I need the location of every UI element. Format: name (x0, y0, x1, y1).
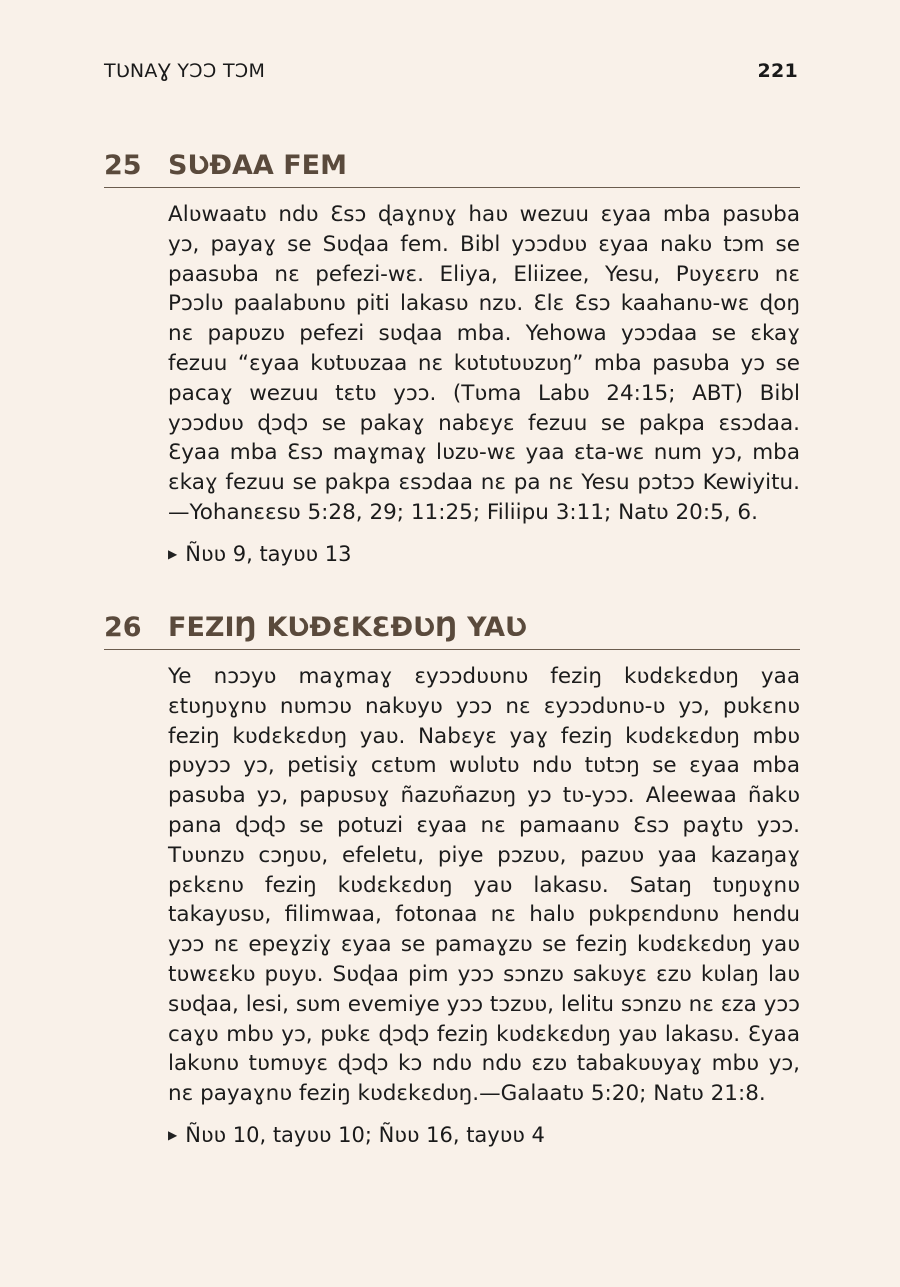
glossary-entry-26 (104, 612, 800, 1147)
entry-heading (104, 612, 800, 650)
entry-reference (168, 542, 800, 566)
entry-body: Ye nɔɔyʋ maɣmaɣ ɛyɔɔdʋʋnʋ feziŋ kʋdɛkɛdʋŋ yaa ɛtʋŋʋɣnʋ nʋmɔʋ nakʋyʋ yɔɔ nɛ ɛyɔɔdʋnʋ-ʋ yɔ, pʋkɛnʋ feziŋ kʋdɛkɛdʋŋ yaʋ. Nabɛyɛ yaɣ feziŋ kʋdɛkɛdʋŋ mbʋ pʋyɔɔ yɔ, petisiɣ cɛtʋm wʋlʋtʋ ndʋ tʋtɔŋ se ɛyaa mba pasʋba yɔ, papʋsʋɣ ñazʋñazʋŋ yɔ tʋ-yɔɔ. Aleewaa ñakʋ pana ɖɔɖɔ se potuzi ɛyaa nɛ pamaanʋ Ɛsɔ paɣtʋ yɔɔ. Tʋʋnzʋ cɔŋʋʋ, efeletu, piye pɔzʋʋ, pazʋʋ yaa kazaŋaɣ pɛkɛnʋ feziŋ kʋdɛkɛdʋŋ yaʋ lakasʋ. Sataŋ tʋŋʋɣnʋ takayʋsʋ, filimwaa, fotonaa nɛ halʋ pʋkpɛndʋnʋ hendu yɔɔ nɛ epeɣziɣ ɛyaa se pamaɣzʋ se feziŋ kʋdɛkɛdʋŋ yaʋ tʋwɛɛkʋ pʋyʋ. Sʋɖaa pim yɔɔ sɔnzʋ sakʋyɛ ɛzʋ kʋlaŋ laʋ sʋɖaa, lesi, sʋm evemiye yɔɔ tɔzʋʋ, lelitu sɔnzʋ nɛ ɛza yɔɔ caɣʋ mbʋ yɔ, pʋkɛ ɖɔɖɔ feziŋ kʋdɛkɛdʋŋ yaʋ lakasʋ. Ɛyaa lakʋnʋ tʋmʋyɛ ɖɔɖɔ kɔ ndʋ ndʋ ɛzʋ tabakʋʋyaɣ mbʋ yɔ, nɛ payaɣnʋ feziŋ kʋdɛkɛdʋŋ.—Galaatʋ 5:20; Natʋ 21:8. (168, 664, 800, 1107)
reference-text: Ñʋʋ 10, tayʋʋ 10; Ñʋʋ 16, tayʋʋ 4 (185, 1122, 545, 1147)
running-title: TƲNAƔ YƆƆ TƆM (104, 60, 266, 82)
entry-title: SƲƉAA FEM (168, 150, 347, 181)
triangle-right-icon: ▶ (168, 546, 178, 561)
entry-heading (104, 150, 800, 188)
reference-text: Ñʋʋ 9, tayʋʋ 13 (185, 541, 352, 566)
glossary-entry-25 (104, 150, 800, 566)
entry-number: 26 (104, 612, 142, 643)
entry-body: Alʋwaatʋ ndʋ Ɛsɔ ɖaɣnʋɣ haʋ wezuu ɛyaa mba pasʋba yɔ, payaɣ se Sʋɖaa fem. Bibl yɔɔdʋʋ ɛyaa nakʋ tɔm se paasʋba nɛ pefezi-wɛ. Eliya, Eliizee, Yesu, Pʋyɛɛrʋ nɛ Pɔɔlʋ paalabʋnʋ piti lakasʋ nzʋ. Ɛlɛ Ɛsɔ kaahanʋ-wɛ ɖoŋ nɛ papʋzʋ pefezi sʋɖaa mba. Yehowa yɔɔdaa se ɛkaɣ fezuu “ɛyaa kʋtʋʋzaa nɛ kʋtʋtʋʋzʋŋ” mba pasʋba yɔ se pacaɣ wezuu tɛtʋ yɔɔ. (Tʋma Labʋ 24:15; ABT) Bibl yɔɔdʋʋ ɖɔɖɔ se pakaɣ nabɛyɛ fezuu se pakpa ɛsɔdaa. Ɛyaa mba Ɛsɔ maɣmaɣ lʋzʋ-wɛ yaa ɛta-wɛ num yɔ, mba ɛkaɣ fezuu se pakpa ɛsɔdaa nɛ pa nɛ Yesu pɔtɔɔ Kewiyitu.—Yohanɛɛsʋ 5:28, 29; 11:25; Filiipu 3:11; Natʋ 20:5, 6. (168, 202, 800, 525)
entry-number: 25 (104, 150, 142, 181)
entry-reference (168, 1123, 800, 1147)
page-header (104, 60, 798, 82)
entry-title: FEZIŊ KƲƉƐKƐƉƲŊ YAƲ (168, 612, 527, 643)
page-number: 221 (757, 60, 798, 82)
triangle-right-icon: ▶ (168, 1127, 178, 1142)
